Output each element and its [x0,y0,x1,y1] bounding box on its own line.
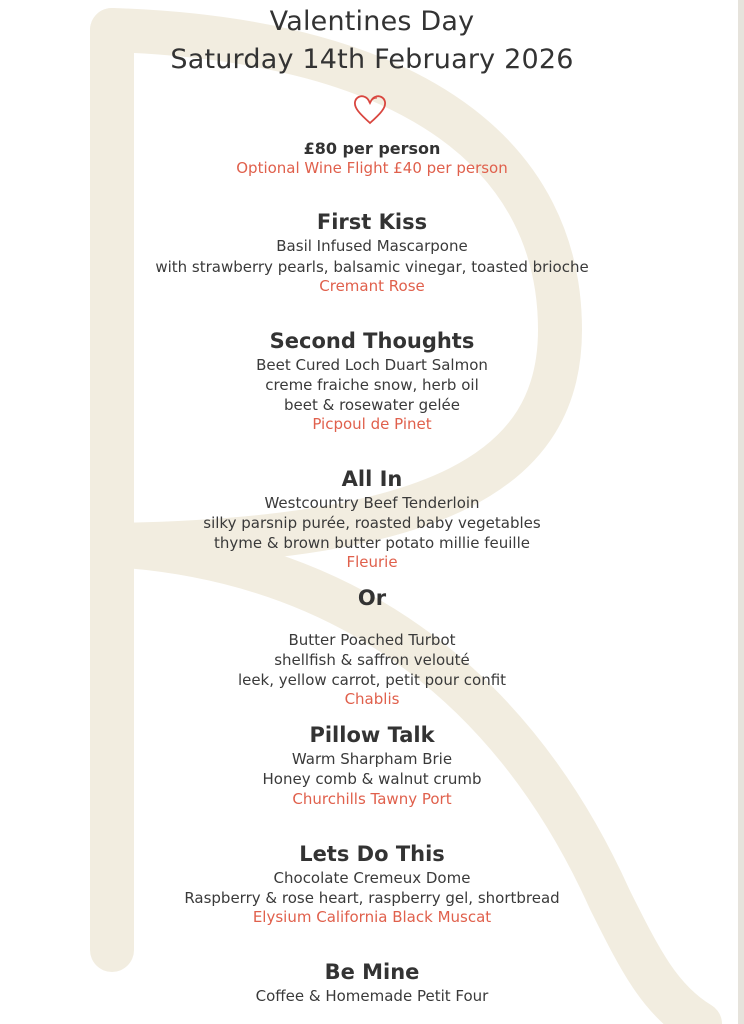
dish-title: Basil Infused Mascarpone [276,237,468,255]
wine-pairing: Churchills Tawny Port [292,790,452,808]
dish-detail: creme fraiche snow, herb oil [265,376,479,394]
course-heading-pillow-talk: Pillow Talk [309,723,435,747]
course-heading-first-kiss: First Kiss [316,210,428,234]
dish-title: Westcountry Beef Tenderloin [264,494,480,512]
dish-detail: beet & rosewater gelée [283,396,461,414]
dish-detail: Raspberry & rose heart, raspberry gel, shortbread [184,889,560,907]
dish-detail: thyme & brown butter potato millie feuille [214,534,530,552]
dish-title: Butter Poached Turbot [288,631,456,649]
heart-icon [352,92,388,126]
dish-title: Warm Sharpham Brie [291,750,453,768]
dish-detail: shellfish & saffron velouté [274,651,470,669]
wine-pairing: Elysium California Black Muscat [252,908,492,926]
wine-pairing: Picpoul de Pinet [312,415,432,433]
wine-pairing: Cremant Rose [319,277,425,295]
course-heading-lets-do-this: Lets Do This [299,842,445,866]
price: £80 per person [303,139,441,158]
wine-pairing: Fleurie [346,553,398,571]
wine-flight: Optional Wine Flight £40 per person [236,159,508,177]
dish-detail: leek, yellow carrot, petit pour confit [237,671,507,689]
dish-title: Chocolate Cremeux Dome [273,869,471,887]
title-date: Saturday 14th February 2026 [170,44,574,75]
dish-title: Beet Cured Loch Duart Salmon [256,356,488,374]
course-heading-second-thoughts: Second Thoughts [269,329,475,353]
course-heading-all-in: All In [341,467,403,491]
dish-title: Coffee & Homemade Petit Four [255,987,489,1005]
dish-detail: with strawberry pearls, balsamic vinegar, toasted brioche [155,258,589,276]
wine-pairing: Chablis [344,690,400,708]
dish-detail: silky parsnip purée, roasted baby vegetables [203,514,541,532]
title-event: Valentines Day [269,6,475,37]
course-heading-be-mine: Be Mine [324,960,420,984]
or-divider: Or [357,586,387,610]
dish-detail: Honey comb & walnut crumb [262,770,482,788]
